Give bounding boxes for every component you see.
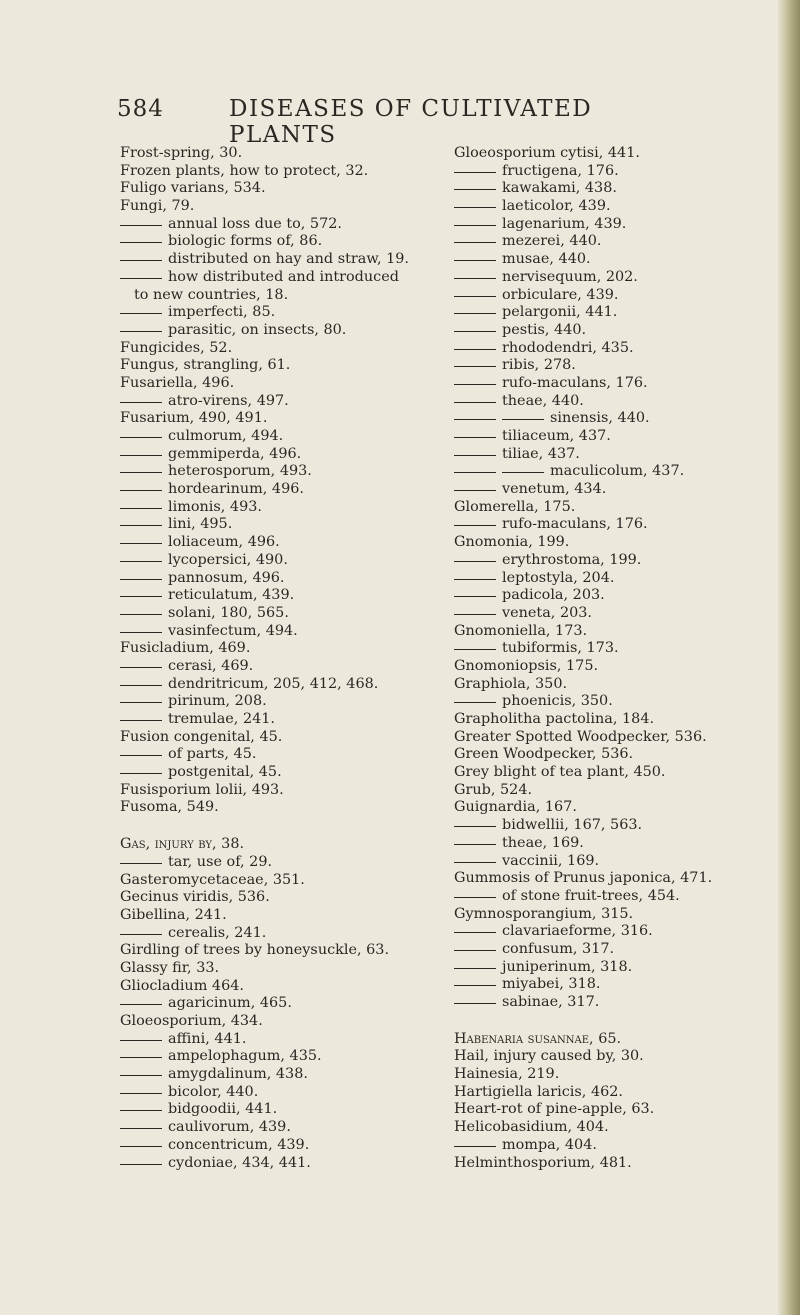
section-gap bbox=[120, 817, 460, 836]
index-subentry: amygdalinum, 438. bbox=[120, 1066, 460, 1084]
index-entry: Grub, 524. bbox=[454, 781, 533, 798]
index-subentry: agaricinum, 465. bbox=[120, 995, 460, 1013]
index-subentry: tremulae, 241. bbox=[120, 711, 460, 729]
index-subentry: bidgoodii, 441. bbox=[120, 1101, 460, 1119]
index-subentry: of parts, 45. bbox=[120, 746, 460, 764]
index-entry: Gloeosporium cytisi, 441. bbox=[454, 145, 640, 161]
index-subentry: imperfecti, 85. bbox=[120, 304, 460, 322]
index-subentry: mompa, 404. bbox=[454, 1137, 794, 1155]
index-subentry: affini, 441. bbox=[120, 1031, 460, 1049]
index-subentry: parasitic, on insects, 80. bbox=[120, 322, 460, 340]
index-entry: Grey blight of tea plant, 450. bbox=[454, 764, 666, 781]
index-subentry: veneta, 203. bbox=[454, 605, 794, 623]
index-entry: Glassy fir, 33. bbox=[120, 959, 220, 976]
index-entry: Girdling of trees by honeysuckle, 63. bbox=[120, 942, 390, 959]
index-entry: Helminthosporium, 481. bbox=[454, 1154, 632, 1171]
index-subentry: sabinae, 317. bbox=[454, 994, 794, 1012]
index-column-left bbox=[120, 145, 460, 1172]
index-entry: Fusariella, 496. bbox=[120, 374, 235, 391]
index-entry: Fusicladium, 469. bbox=[120, 640, 251, 657]
index-subentry: cerasi, 469. bbox=[120, 658, 460, 676]
index-entry: Gnomoniella, 173. bbox=[454, 622, 588, 639]
index-subentry: sinensis, 440. bbox=[454, 410, 794, 428]
index-entry: Gasteromycetaceae, 351. bbox=[120, 871, 305, 888]
index-subentry: leptostyla, 204. bbox=[454, 570, 794, 588]
index-subentry: ribis, 278. bbox=[454, 357, 794, 375]
index-entry: Frost-spring, 30. bbox=[120, 145, 243, 161]
index-subentry: vasinfectum, 494. bbox=[120, 623, 460, 641]
index-subentry: pestis, 440. bbox=[454, 322, 794, 340]
index-subentry: reticulatum, 439. bbox=[120, 587, 460, 605]
index-subentry: of stone fruit-trees, 454. bbox=[454, 888, 794, 906]
index-entry: Fusoma, 549. bbox=[120, 799, 219, 816]
index-subentry: tar, use of, 29. bbox=[120, 854, 460, 872]
running-title: DISEASES OF CULTIVATED PLANTS bbox=[229, 96, 593, 148]
index-subentry: pirinum, 208. bbox=[120, 693, 460, 711]
index-entry: Greater Spotted Woodpecker, 536. bbox=[454, 728, 707, 745]
index-subentry: phoenicis, 350. bbox=[454, 693, 794, 711]
index-entry: Hainesia, 219. bbox=[454, 1066, 560, 1083]
index-entry: Helicobasidium, 404. bbox=[454, 1119, 609, 1136]
index-subentry: vaccinii, 169. bbox=[454, 853, 794, 871]
index-subentry: rufo-maculans, 176. bbox=[454, 375, 794, 393]
index-subentry: laeticolor, 439. bbox=[454, 198, 794, 216]
index-subentry: clavariaeforme, 316. bbox=[454, 923, 794, 941]
index-subentry: erythrostoma, 199. bbox=[454, 552, 794, 570]
index-subentry: nervisequum, 202. bbox=[454, 269, 794, 287]
index-subentry: hordearinum, 496. bbox=[120, 481, 460, 499]
index-entry: Grapholitha pactolina, 184. bbox=[454, 711, 655, 727]
index-subentry: tiliae, 437. bbox=[454, 446, 794, 464]
index-subentry: padicola, 203. bbox=[454, 587, 794, 605]
index-subentry: pannosum, 496. bbox=[120, 570, 460, 588]
index-subentry: heterosporum, 493. bbox=[120, 463, 460, 481]
index-subentry: bicolor, 440. bbox=[120, 1084, 460, 1102]
index-subentry: solani, 180, 565. bbox=[120, 605, 460, 623]
index-subentry: fructigena, 176. bbox=[454, 163, 794, 181]
section-gap bbox=[454, 1012, 794, 1031]
index-subentry: rufo-maculans, 176. bbox=[454, 516, 794, 534]
index-entry: Fungi, 79. bbox=[120, 198, 195, 215]
index-subentry: atro-virens, 497. bbox=[120, 393, 460, 411]
index-entry: Gas, injury by, 38. bbox=[120, 836, 245, 853]
index-entry: Fusarium, 490, 491. bbox=[120, 410, 268, 427]
index-subentry: cydoniae, 434, 441. bbox=[120, 1155, 460, 1173]
index-subentry: loliaceum, 496. bbox=[120, 534, 460, 552]
index-subentry: theae, 169. bbox=[454, 835, 794, 853]
index-entry: Hartigiella laricis, 462. bbox=[454, 1083, 623, 1100]
index-entry: Gloeosporium, 434. bbox=[120, 1013, 263, 1029]
index-subentry: juniperinum, 318. bbox=[454, 959, 794, 977]
index-entry: Glomerella, 175. bbox=[454, 498, 576, 515]
index-entry: Fungicides, 52. bbox=[120, 339, 233, 356]
index-entry: Fusion congenital, 45. bbox=[120, 728, 283, 745]
page-number: 584 bbox=[117, 96, 164, 122]
index-entry: Fuligo varians, 534. bbox=[120, 180, 266, 197]
index-subentry: dendritricum, 205, 412, 468. bbox=[120, 676, 460, 694]
index-subentry: postgenital, 45. bbox=[120, 764, 460, 782]
index-subentry: rhododendri, 435. bbox=[454, 340, 794, 358]
index-entry: Graphiola, 350. bbox=[454, 675, 568, 692]
index-entry: Guignardia, 167. bbox=[454, 799, 577, 816]
index-subentry: musae, 440. bbox=[454, 251, 794, 269]
index-subentry: pelargonii, 441. bbox=[454, 304, 794, 322]
index-subentry: concentricum, 439. bbox=[120, 1137, 460, 1155]
index-subentry: orbiculare, 439. bbox=[454, 287, 794, 305]
index-entry: Fusisporium lolii, 493. bbox=[120, 781, 284, 798]
index-entry: Heart-rot of pine-apple, 63. bbox=[454, 1101, 655, 1118]
index-subentry: tubiformis, 173. bbox=[454, 640, 794, 658]
index-subentry: caulivorum, 439. bbox=[120, 1119, 460, 1137]
index-entry: Gymnosporangium, 315. bbox=[454, 905, 634, 922]
index-subentry: lini, 495. bbox=[120, 516, 460, 534]
index-subentry: maculicolum, 437. bbox=[454, 463, 794, 481]
index-subentry: bidwellii, 167, 563. bbox=[454, 817, 794, 835]
running-header bbox=[117, 96, 677, 148]
index-subentry: kawakami, 438. bbox=[454, 180, 794, 198]
index-entry: Green Woodpecker, 536. bbox=[454, 746, 634, 763]
index-subentry: mezerei, 440. bbox=[454, 233, 794, 251]
index-entry: Gibellina, 241. bbox=[120, 906, 227, 923]
index-subentry: culmorum, 494. bbox=[120, 428, 460, 446]
index-entry: Hail, injury caused by, 30. bbox=[454, 1048, 644, 1065]
index-entry: Frozen plants, how to protect, 32. bbox=[120, 162, 369, 179]
index-subentry: biologic forms of, 86. bbox=[120, 233, 460, 251]
index-subentry: lycopersici, 490. bbox=[120, 552, 460, 570]
index-entry: Gnomonia, 199. bbox=[454, 534, 570, 551]
index-subentry: venetum, 434. bbox=[454, 481, 794, 499]
index-subentry: theae, 440. bbox=[454, 393, 794, 411]
index-subentry: confusum, 317. bbox=[454, 941, 794, 959]
index-subentry: limonis, 493. bbox=[120, 499, 460, 517]
index-subentry: gemmiperda, 496. bbox=[120, 446, 460, 464]
index-subentry: how distributed and introduced bbox=[120, 269, 460, 287]
index-subentry: tiliaceum, 437. bbox=[454, 428, 794, 446]
index-subentry: miyabei, 318. bbox=[454, 976, 794, 994]
index-column-right bbox=[454, 145, 794, 1172]
index-entry: Gnomoniopsis, 175. bbox=[454, 657, 599, 674]
index-subentry: distributed on hay and straw, 19. bbox=[120, 251, 460, 269]
index-subentry: lagenarium, 439. bbox=[454, 216, 794, 234]
index-entry: Gliocladium 464. bbox=[120, 977, 244, 994]
index-subentry: cerealis, 241. bbox=[120, 925, 460, 943]
index-entry: Gecinus viridis, 536. bbox=[120, 889, 270, 906]
index-entry: Habenaria susannae, 65. bbox=[454, 1030, 622, 1047]
index-subentry: ampelophagum, 435. bbox=[120, 1048, 460, 1066]
index-subentry: annual loss due to, 572. bbox=[120, 216, 460, 234]
index-subentry: to new countries, 18. bbox=[134, 286, 289, 303]
index-entry: Gummosis of Prunus japonica, 471. bbox=[454, 870, 713, 887]
index-entry: Fungus, strangling, 61. bbox=[120, 357, 291, 374]
